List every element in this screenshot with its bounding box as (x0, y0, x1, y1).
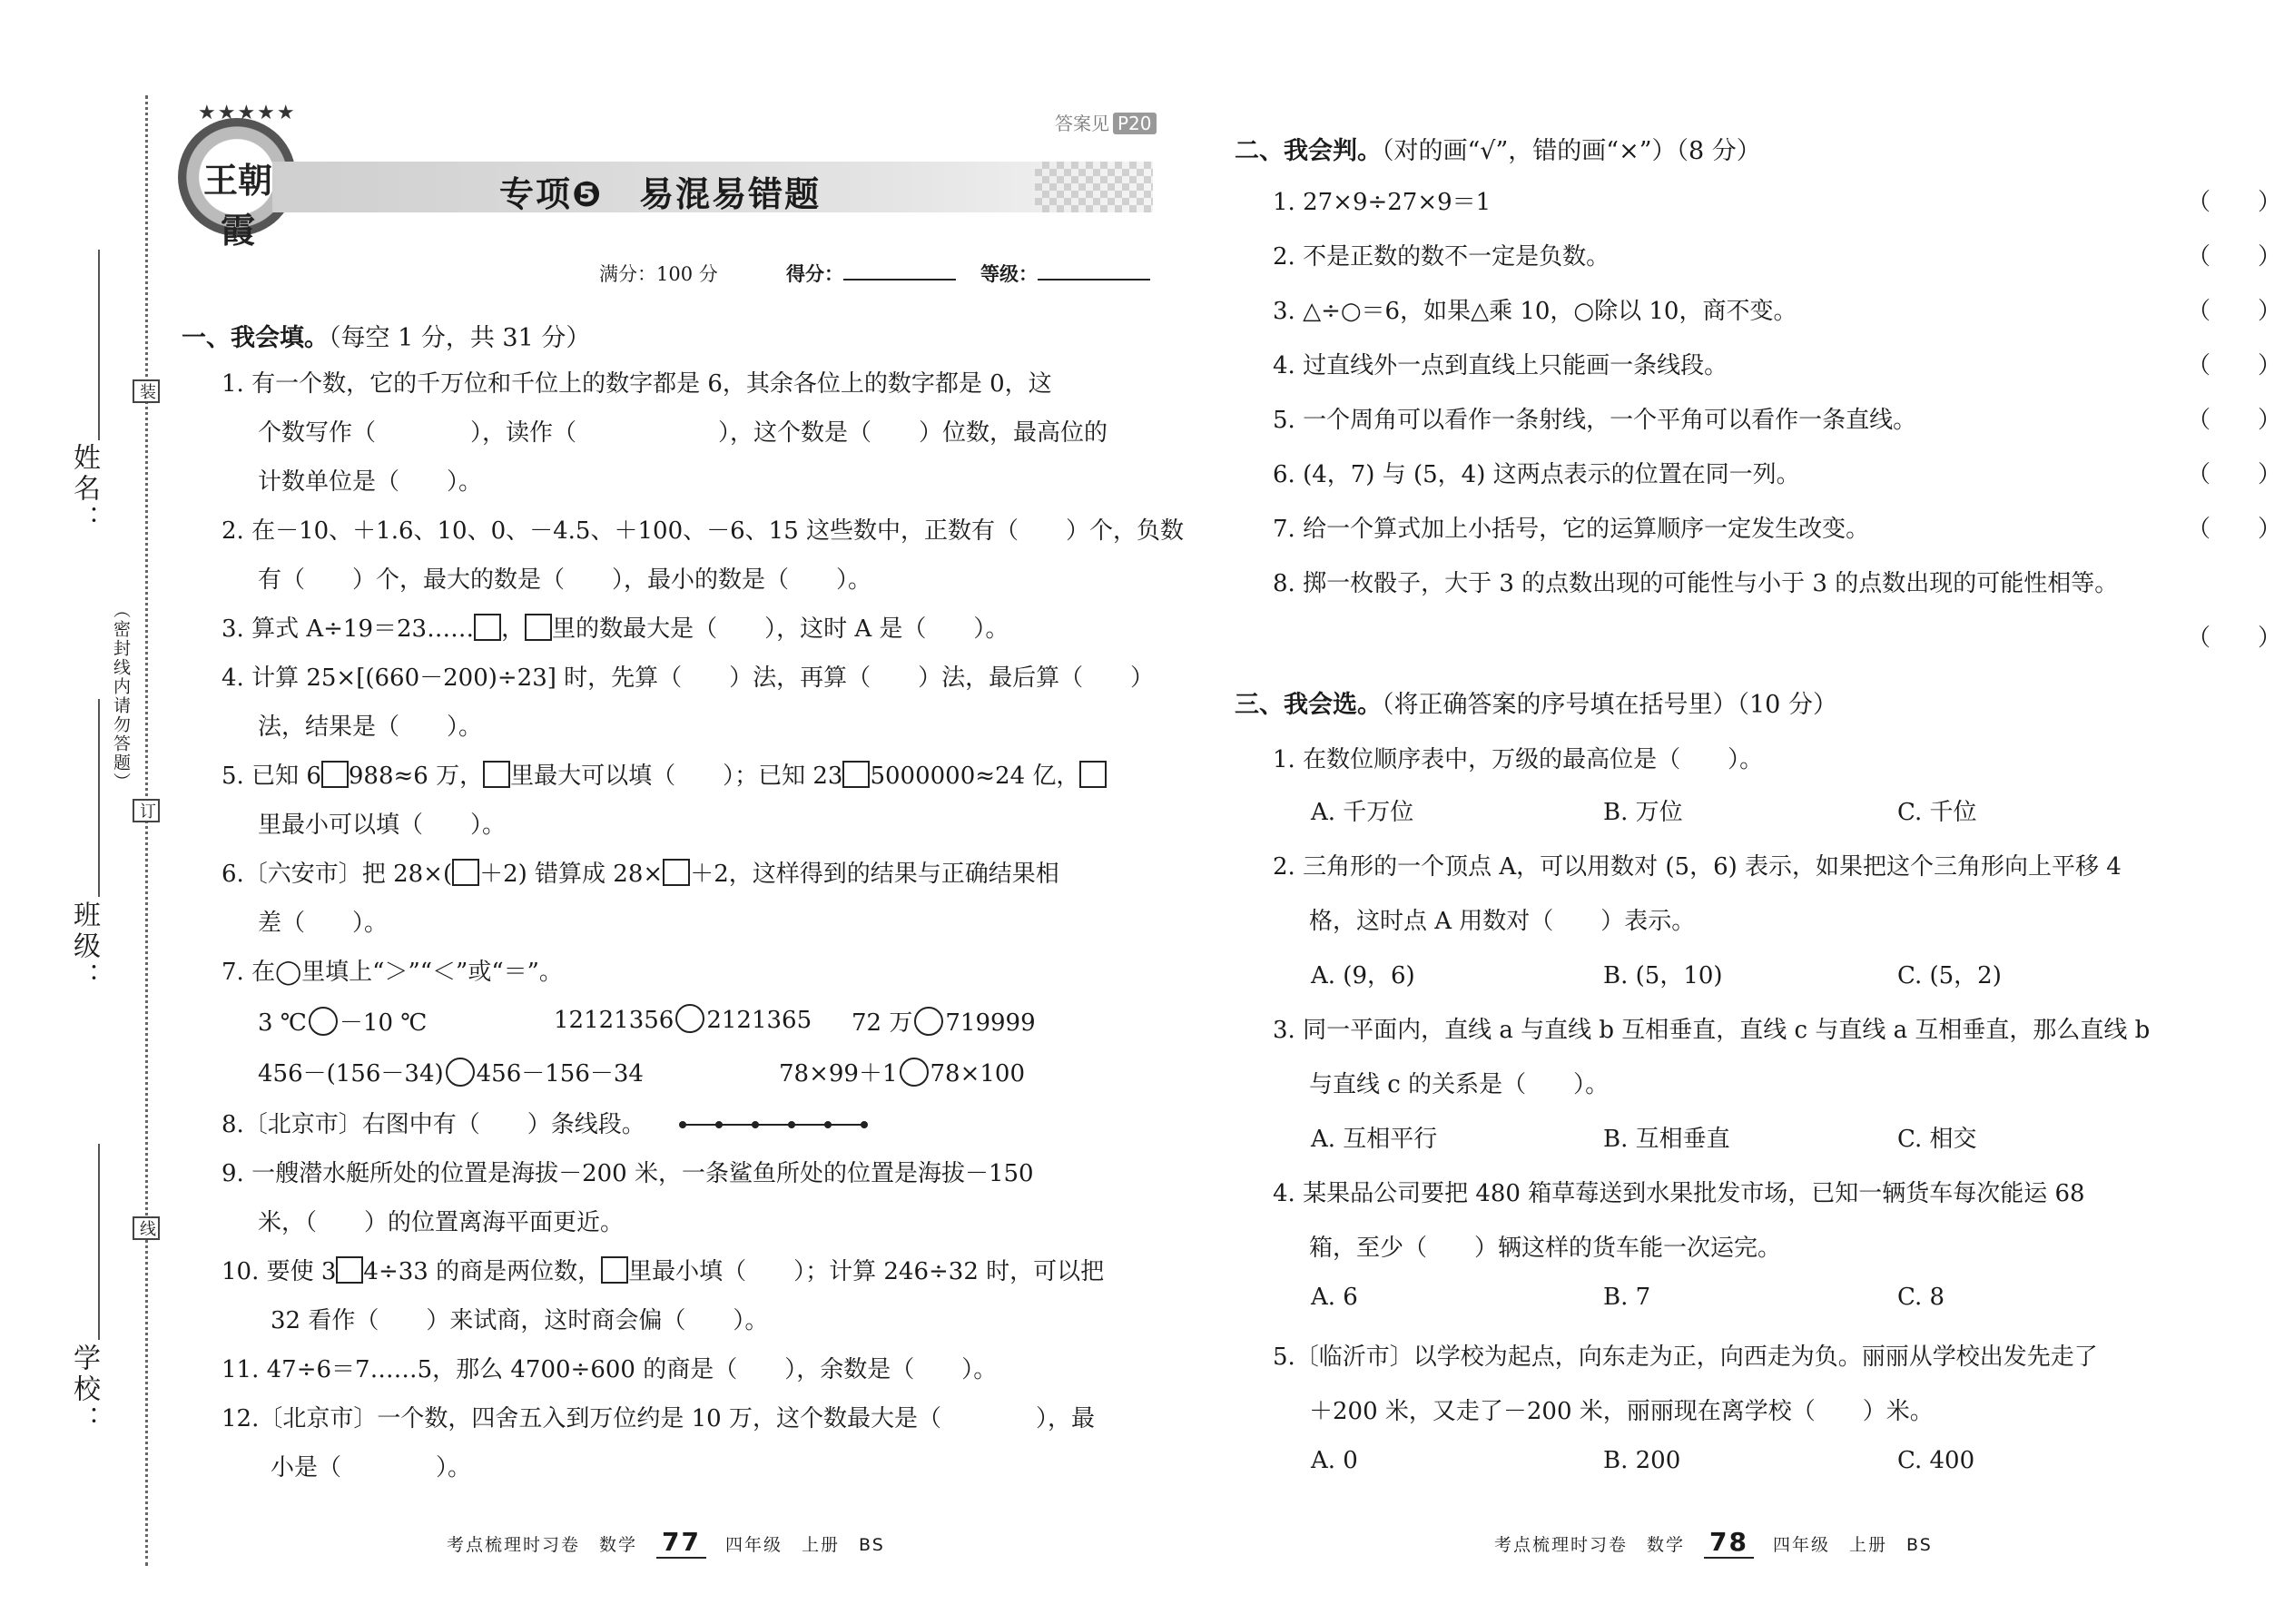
option-b: B. 7 (1603, 1284, 1651, 1311)
answer-page-badge: P20 (1113, 113, 1157, 134)
class-label: 班级： (68, 901, 100, 993)
judge-item: 7. 给一个算式加上小括号，它的运算顺序一定发生改变。 (1273, 516, 1870, 543)
q12-line-2: 小是（ ）。 (271, 1454, 472, 1481)
line-segment-figure (683, 1124, 864, 1126)
answer-paren[interactable]: （ ） (2186, 243, 2281, 271)
footer-right: 考点梳理时习卷 数学 78 四年级 上册 BS (1494, 1527, 1933, 1557)
logo-stars: ★★★★★ (198, 102, 297, 124)
footer-left: 考点梳理时习卷 数学 77 四年级 上册 BS (447, 1527, 885, 1557)
q10-line-2: 32 看作（ ）来试商，这时商会偏（ ）。 (271, 1307, 769, 1334)
option-c: C. (5，2) (1897, 962, 2002, 989)
option-a: A. 6 (1311, 1284, 1358, 1311)
answer-paren[interactable]: （ ） (2186, 189, 2281, 216)
option-b: B. (5，10) (1603, 962, 1723, 989)
option-c: C. 相交 (1897, 1126, 1977, 1153)
choice-stem: 3. 同一平面内，直线 a 与直线 b 互相垂直，直线 c 与直线 a 互相垂直，那么直线 b (1273, 1017, 2151, 1044)
q9-line-2: 米，（ ）的位置离海平面更近。 (258, 1209, 625, 1236)
compare-circle (914, 1007, 943, 1036)
grade-field: 等级： (980, 260, 1150, 287)
sealing-notice: （密封线内请勿答题） (111, 601, 131, 792)
q5-line-2: 里最小可以填（ ）。 (258, 812, 507, 839)
page-title: 专项❺ 易混易错题 (499, 174, 822, 214)
class-line (98, 699, 100, 897)
option-b: B. 互相垂直 (1603, 1126, 1730, 1153)
binding-mark: 订 (133, 799, 160, 822)
answer-paren[interactable]: （ ） (2186, 298, 2281, 325)
answer-paren[interactable]: （ ） (2186, 625, 2281, 652)
option-b: B. 万位 (1603, 799, 1683, 826)
blank-box (842, 761, 870, 788)
judge-item: 6. (4，7) 与 (5，4) 这两点表示的位置在同一列。 (1273, 461, 1800, 488)
choice-stem: 1. 在数位顺序表中，万级的最高位是（ ）。 (1273, 746, 1764, 773)
q2-line-2: 有（ ）个，最大的数是（ ），最小的数是（ ）。 (258, 566, 872, 594)
section-3-heading: 三、我会选。（将正确答案的序号填在括号里）（10 分） (1235, 691, 1837, 719)
judge-item: 8. 掷一枚骰子，大于 3 的点数出现的可能性与小于 3 的点数出现的可能性相等。 (1273, 570, 2119, 597)
title-band-pattern (1035, 162, 1153, 212)
blank-box (474, 614, 501, 641)
q8-line: 8.〔北京市〕右图中有（ ）条线段。 (222, 1111, 645, 1138)
blank-box (525, 614, 552, 641)
compare-circle (675, 1004, 704, 1033)
blank-box (321, 761, 349, 788)
name-line (98, 250, 100, 440)
answer-ref-label: 答案见 (1055, 113, 1109, 134)
answer-paren[interactable]: （ ） (2186, 516, 2281, 543)
option-a: A. (9，6) (1311, 962, 1415, 989)
q1-line-1: 1. 有一个数，它的千万位和千位上的数字都是 6，其余各位上的数字都是 0，这 (222, 370, 1052, 398)
binding-dotted-line (145, 95, 148, 1566)
q7-item: 456－(156－34) 456－156－34 (258, 1055, 644, 1088)
choice-stem: ＋200 米，又走了－200 米，丽丽现在离学校（ ）米。 (1309, 1398, 1934, 1425)
blank-box (483, 761, 510, 788)
q12-line-1: 12.〔北京市〕一个数，四舍五入到万位约是 10 万，这个数最大是（ ），最 (222, 1405, 1095, 1432)
section-2-heading: 二、我会判。（对的画“√”，错的画“×”）（8 分） (1235, 137, 1761, 165)
option-c: C. 千位 (1897, 799, 1977, 826)
option-a: A. 千万位 (1311, 799, 1414, 826)
score-field: 得分： (786, 260, 956, 287)
choice-stem: 4. 某果品公司要把 480 箱草莓送到水果批发市场，已知一辆货车每次能运 68 (1273, 1180, 2085, 1207)
school-label: 学校： (68, 1343, 100, 1436)
judge-item: 1. 27×9÷27×9＝1 (1273, 189, 1492, 216)
choice-stem: 5.〔临沂市〕以学校为起点，向东走为正，向西走为负。丽丽从学校出发先走了 (1273, 1343, 2098, 1371)
compare-circle (900, 1058, 929, 1087)
q2-line-1: 2. 在－10、＋1.6、10、0、－4.5、＋100、－6、15 这些数中，正数有（ ）个，负数 (222, 517, 1184, 545)
judge-item: 4. 过直线外一点到直线上只能画一条线段。 (1273, 352, 1728, 379)
compare-circle (446, 1058, 475, 1087)
answer-reference (1055, 109, 1157, 135)
logo-text: 王朝霞 (202, 160, 272, 251)
section-1-heading: 一、我会填。（每空 1 分，共 31 分） (182, 324, 591, 352)
option-b: B. 200 (1603, 1447, 1681, 1474)
q7-item: 78×99＋1 78×100 (779, 1055, 1025, 1088)
page-number: 78 (1704, 1527, 1754, 1559)
q9-line-1: 9. 一艘潜水艇所处的位置是海拔－200 米，一条鲨鱼所处的位置是海拔－150 (222, 1160, 1034, 1187)
q7-item: 72 万 719999 (852, 1004, 1036, 1038)
answer-paren[interactable]: （ ） (2186, 352, 2281, 379)
choice-stem: 格，这时点 A 用数对（ ）表示。 (1309, 908, 1696, 935)
q6-line-1: 6.〔六安市〕把 28×( ＋2) 错算成 28× ＋2，这样得到的结果与正确结果相 (222, 861, 1059, 888)
blank-box (1079, 761, 1107, 788)
option-a: A. 0 (1311, 1447, 1358, 1474)
choice-stem: 与直线 c 的关系是（ ）。 (1309, 1071, 1610, 1098)
option-c: C. 8 (1897, 1284, 1945, 1311)
q4-line-2: 法，结果是（ ）。 (258, 714, 483, 741)
q5-line-1: 5. 已知 6 988≈6 万， 里最大可以填（ ）；已知 23 5000000≈24 亿， (222, 757, 1107, 791)
judge-item: 2. 不是正数的数不一定是负数。 (1273, 243, 1610, 271)
option-a: A. 互相平行 (1311, 1126, 1438, 1153)
q3-line: 3. 算式 A÷19＝23…… ， 里的数最大是（ ），这时 A 是（ ）。 (222, 615, 1009, 643)
binding-mark: 线 (133, 1216, 160, 1240)
q11-line: 11. 47÷6＝7……5，那么 4700÷600 的商是（ ），余数是（ ）。 (222, 1356, 998, 1383)
q7-stem: 7. 在◯里填上“＞”“＜”或“＝”。 (222, 959, 563, 986)
full-score: 满分：100 分 (599, 263, 718, 285)
q7-item: 12121356 2121365 (554, 1004, 812, 1034)
blank-box (663, 859, 690, 886)
compare-circle (309, 1007, 338, 1036)
binding-mark: 装 (133, 379, 160, 403)
name-label: 姓名： (68, 443, 100, 536)
answer-paren[interactable]: （ ） (2186, 461, 2281, 488)
choice-stem: 箱，至少（ ）辆这样的货车能一次运完。 (1309, 1235, 1782, 1262)
q10-line-1: 10. 要使 3 4÷33 的商是两位数， 里最小填（ ）；计算 246÷32 时，可以把 (222, 1258, 1105, 1285)
blank-box (336, 1256, 363, 1284)
q4-line-1: 4. 计算 25×[(660－200)÷23] 时，先算（ ）法，再算（ ）法，最后算（ ） (222, 664, 1155, 692)
q1-line-3: 计数单位是（ ）。 (258, 468, 483, 496)
answer-paren[interactable]: （ ） (2186, 407, 2281, 434)
judge-item: 3. △÷○＝6，如果△乘 10，○除以 10，商不变。 (1273, 298, 1797, 325)
choice-stem: 2. 三角形的一个顶点 A，可以用数对 (5，6) 表示，如果把这个三角形向上平移 4 (1273, 853, 2122, 881)
q6-line-2: 差（ ）。 (258, 910, 389, 937)
school-line (98, 1144, 100, 1340)
judge-item: 5. 一个周角可以看作一条射线，一个平角可以看作一条直线。 (1273, 407, 1917, 434)
page-number: 77 (656, 1527, 706, 1559)
q7-item: 3 ℃ －10 ℃ (258, 1004, 427, 1038)
blank-box (601, 1256, 628, 1284)
option-c: C. 400 (1897, 1447, 1975, 1474)
q1-line-2: 个数写作（ ），读作（ ），这个数是（ ）位数，最高位的 (258, 419, 1108, 447)
blank-box (452, 859, 479, 886)
